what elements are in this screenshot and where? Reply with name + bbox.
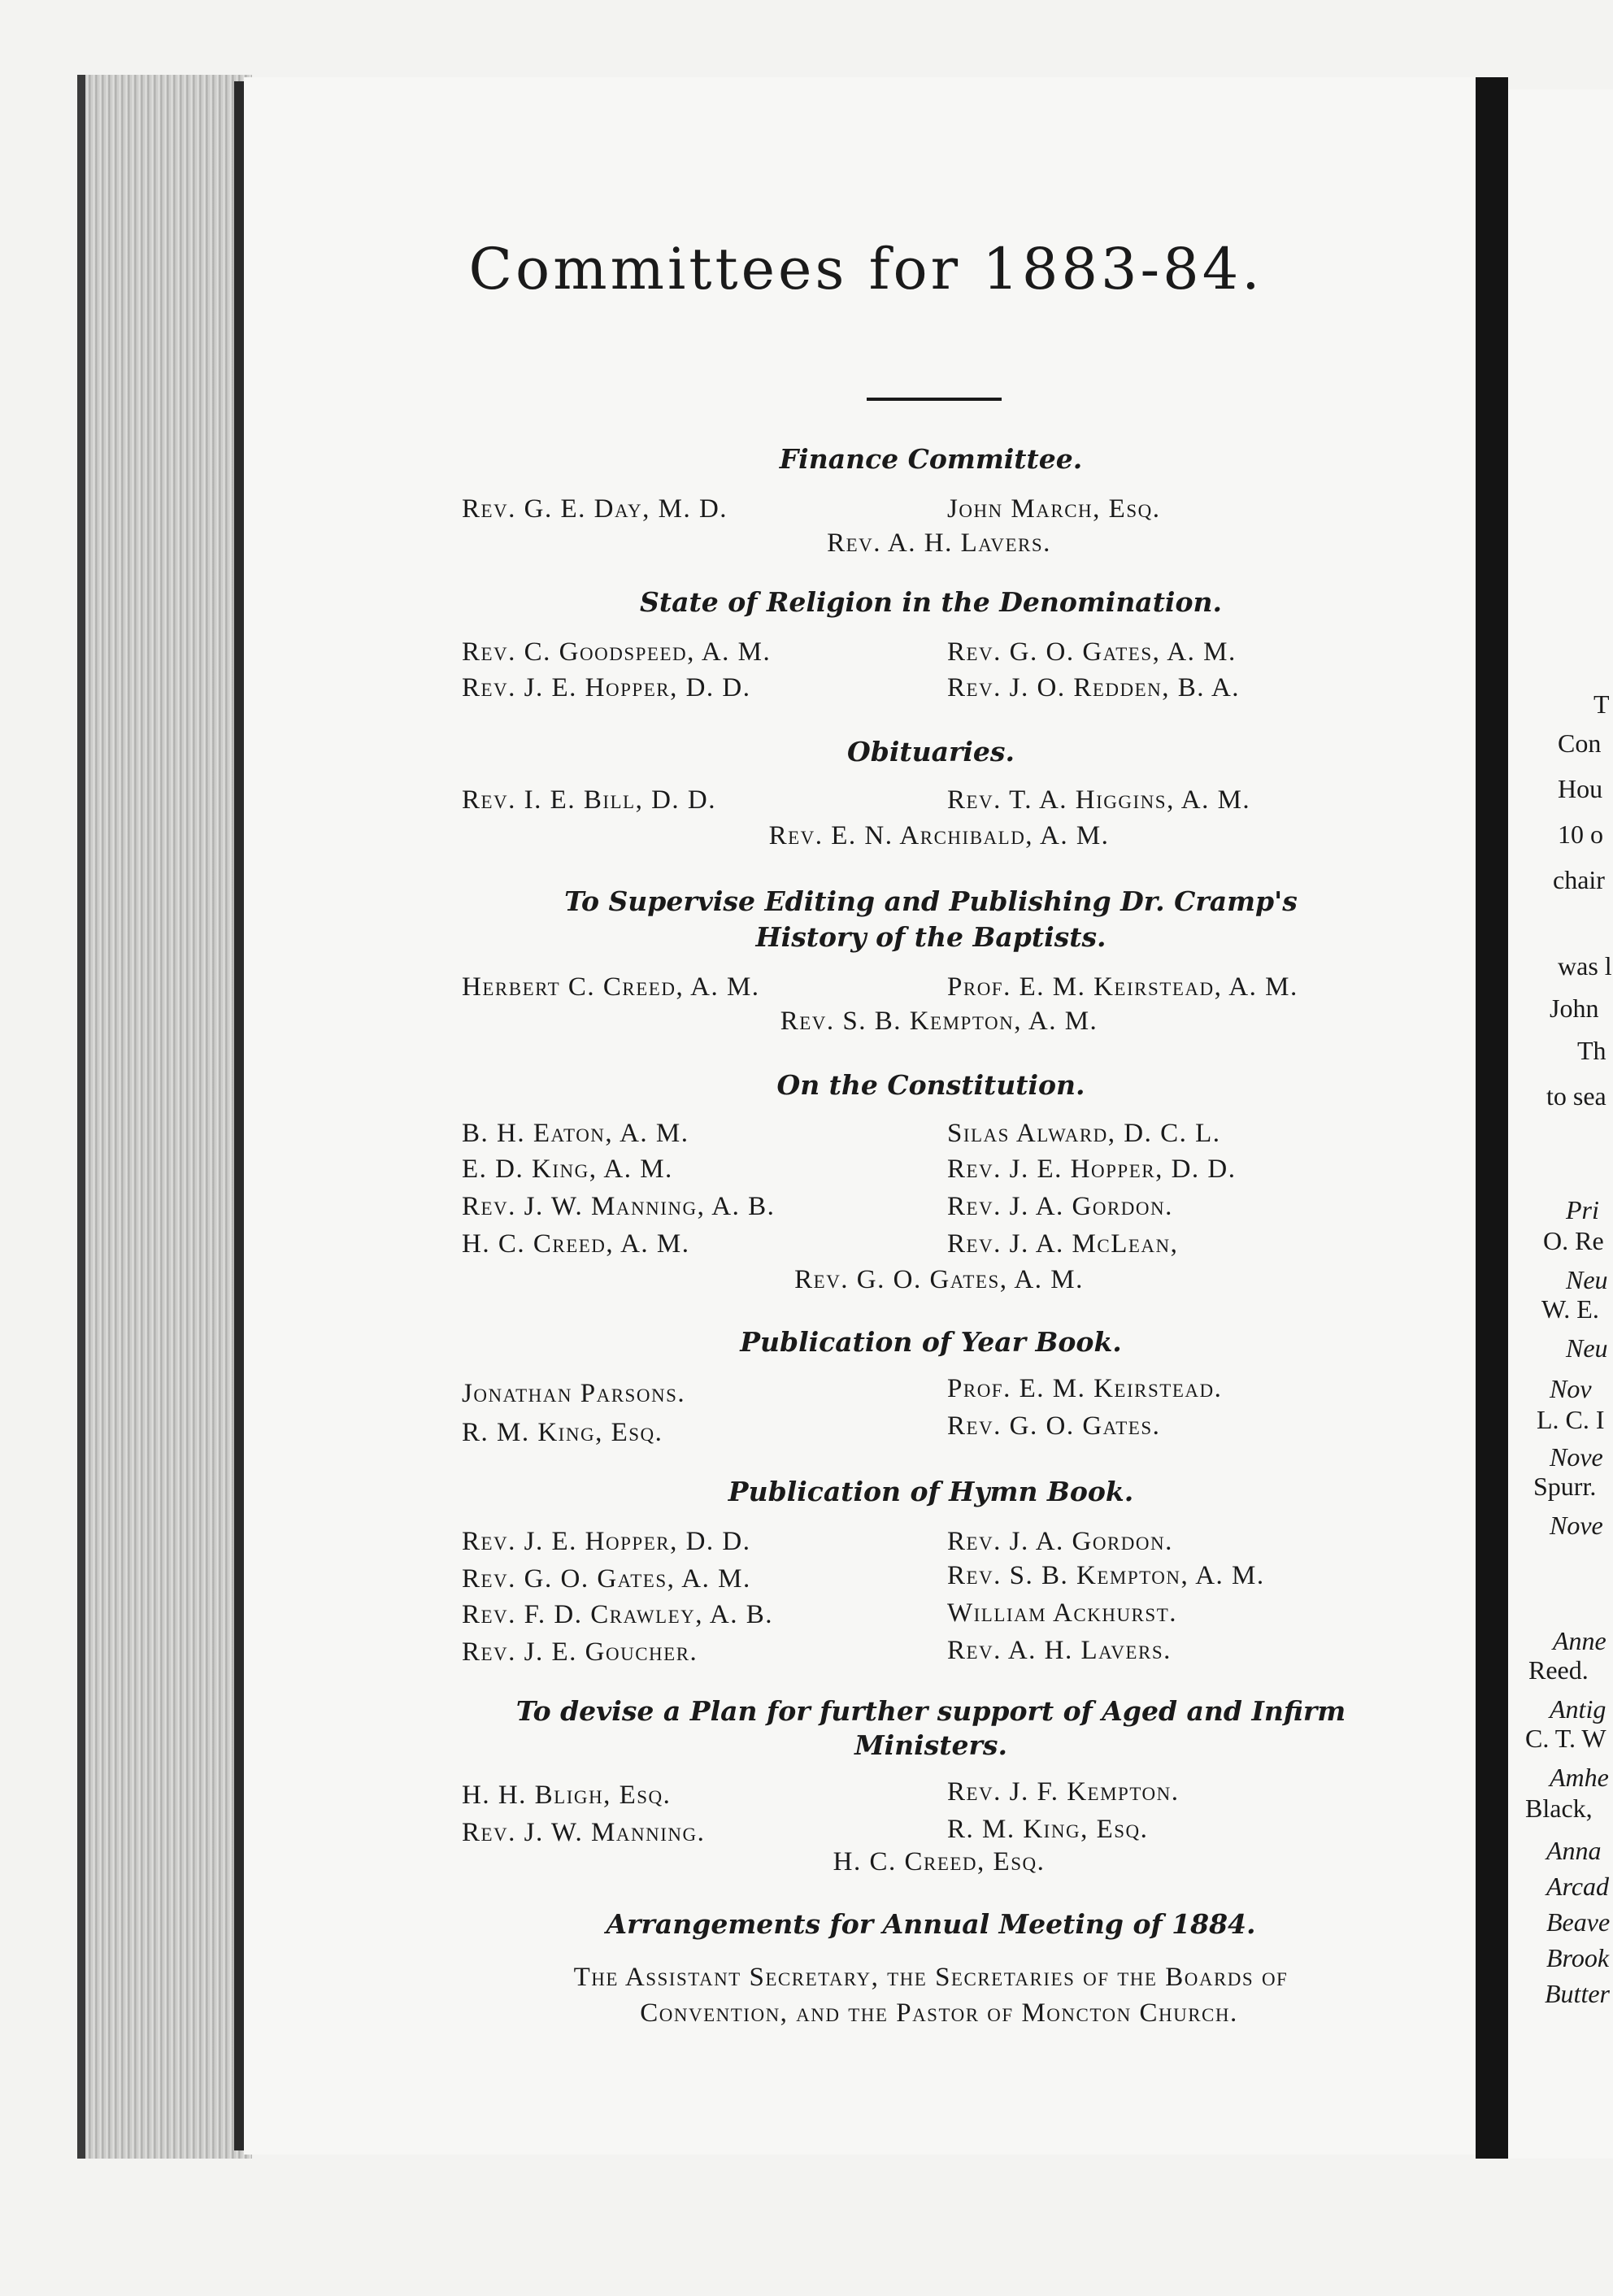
right-page-fragment: Con — [1558, 728, 1602, 758]
member-name: E. D. King, A. M. — [462, 1155, 673, 1184]
right-page-fragment: was l — [1558, 951, 1612, 981]
right-page-fragment: Beave — [1546, 1907, 1611, 1937]
section-heading: Obituaries. — [847, 736, 1015, 768]
section-heading-line2: History of the Baptists. — [755, 921, 1106, 953]
title-rule — [867, 398, 1002, 401]
member-name: Rev. S. B. Kempton, A. M. — [780, 1007, 1098, 1036]
member-name: Rev. J. E. Hopper, D. D. — [462, 673, 751, 702]
right-page-fragment: Th — [1577, 1036, 1606, 1065]
book-binding — [1476, 77, 1508, 2159]
left-page — [244, 77, 1488, 2155]
book-page-edges — [77, 75, 252, 2160]
arrangement-text: Convention, and the Pastor of Moncton Church. — [640, 1998, 1238, 2028]
section-heading-line2: Ministers. — [854, 1729, 1007, 1761]
section-heading: To Supervise Editing and Publishing Dr. Cramp's — [564, 885, 1298, 917]
member-name: B. H. Eaton, A. M. — [462, 1119, 689, 1148]
right-page-fragment: O. Re — [1543, 1226, 1604, 1255]
member-name: Rev. J. A. Gordon. — [947, 1527, 1173, 1556]
right-page-fragment: Pri — [1566, 1195, 1599, 1224]
member-name: H. H. Bligh, Esq. — [462, 1781, 672, 1810]
member-name: Herbert C. Creed, A. M. — [462, 972, 760, 1002]
right-page-fragment: W. E. — [1541, 1294, 1599, 1324]
right-page-fragment: Neu — [1566, 1333, 1608, 1363]
right-page-fragment: Hou — [1558, 774, 1603, 803]
right-page-fragment: chair — [1553, 865, 1605, 894]
right-page-fragment: Brook — [1546, 1943, 1610, 1972]
member-name: H. C. Creed, Esq. — [833, 1847, 1046, 1876]
member-name: Rev. G. E. Day, M. D. — [462, 494, 728, 524]
member-name: Rev. J. A. Gordon. — [947, 1192, 1173, 1221]
member-name: H. C. Creed, A. M. — [462, 1229, 690, 1259]
member-name: Rev. G. O. Gates, A. M. — [794, 1265, 1084, 1294]
section-heading: Publication of Year Book. — [740, 1326, 1122, 1358]
member-name: Rev. J. E. Goucher. — [462, 1637, 698, 1667]
section-heading: To devise a Plan for further support of Aged and Infirm — [515, 1695, 1346, 1727]
member-name: Rev. F. D. Crawley, A. B. — [462, 1600, 774, 1629]
member-name: Rev. J. W. Manning, A. B. — [462, 1192, 776, 1221]
right-page-fragment: T — [1593, 689, 1610, 719]
member-name: Rev. G. O. Gates, A. M. — [947, 637, 1237, 667]
arrangement-text: The Assistant Secretary, the Secretaries of the Boards of — [573, 1963, 1289, 1992]
member-name: Rev. S. B. Kempton, A. M. — [947, 1561, 1265, 1590]
member-name: R. M. King, Esq. — [947, 1815, 1149, 1844]
right-page-fragment: 10 o — [1558, 820, 1603, 849]
member-name: Rev. C. Goodspeed, A. M. — [462, 637, 772, 667]
member-name: Rev. J. E. Hopper, D. D. — [462, 1527, 751, 1556]
member-name: Rev. A. H. Lavers. — [827, 528, 1051, 558]
section-heading: Finance Committee. — [779, 443, 1083, 475]
right-page-fragment: Butter — [1545, 1979, 1610, 2008]
page-title: Committees for 1883-84. — [468, 236, 1263, 302]
right-page-fragment: Antig — [1550, 1694, 1606, 1724]
member-name: R. M. King, Esq. — [462, 1418, 663, 1447]
right-page-fragment: Reed. — [1528, 1655, 1589, 1685]
member-name: Rev. J. E. Hopper, D. D. — [947, 1155, 1237, 1184]
member-name: Rev. T. A. Higgins, A. M. — [947, 785, 1251, 815]
right-page-fragment: Arcad — [1546, 1872, 1610, 1901]
member-name: Rev. G. O. Gates. — [947, 1411, 1161, 1441]
member-name: Prof. E. M. Keirstead. — [947, 1374, 1223, 1403]
right-page-fragment: Amhe — [1550, 1763, 1609, 1792]
member-name: Silas Alward, D. C. L. — [947, 1119, 1221, 1148]
right-page-fragment: Nove — [1550, 1511, 1603, 1540]
right-page-fragment: L. C. I — [1537, 1405, 1605, 1434]
section-heading: Publication of Hymn Book. — [728, 1476, 1134, 1507]
right-page-fragment: Nov — [1550, 1374, 1592, 1403]
right-page-fragment: Anne — [1553, 1626, 1606, 1655]
right-page-fragment: Nove — [1550, 1442, 1603, 1472]
member-name: William Ackhurst. — [947, 1598, 1177, 1628]
member-name: Rev. J. F. Kempton. — [947, 1777, 1180, 1807]
right-page-fragment: C. T. W — [1525, 1724, 1606, 1753]
member-name: Rev. J. A. McLean, — [947, 1229, 1179, 1259]
member-name: Rev. J. W. Manning. — [462, 1818, 706, 1847]
right-page-fragment: Spurr. — [1533, 1472, 1597, 1501]
section-heading: State of Religion in the Denomination. — [640, 586, 1222, 618]
member-name: Prof. E. M. Keirstead, A. M. — [947, 972, 1298, 1002]
right-page-fragment: Black, — [1525, 1794, 1593, 1823]
right-page-fragment: Neu — [1566, 1265, 1608, 1294]
right-page-fragment: Anna — [1546, 1836, 1602, 1865]
member-name: Rev. E. N. Archibald, A. M. — [768, 821, 1110, 850]
right-page-fragment: John — [1550, 994, 1599, 1023]
member-name: Rev. I. E. Bill, D. D. — [462, 785, 716, 815]
right-page-fragment: to sea — [1546, 1081, 1606, 1111]
member-name: Rev. J. O. Redden, B. A. — [947, 673, 1241, 702]
member-name: John March, Esq. — [947, 494, 1161, 524]
section-heading: Arrangements for Annual Meeting of 1884. — [606, 1908, 1256, 1940]
member-name: Rev. A. H. Lavers. — [947, 1636, 1172, 1665]
member-name: Rev. G. O. Gates, A. M. — [462, 1564, 751, 1594]
section-heading: On the Constitution. — [776, 1069, 1085, 1101]
member-name: Jonathan Parsons. — [462, 1379, 686, 1408]
scan-margin — [0, 2159, 1613, 2296]
